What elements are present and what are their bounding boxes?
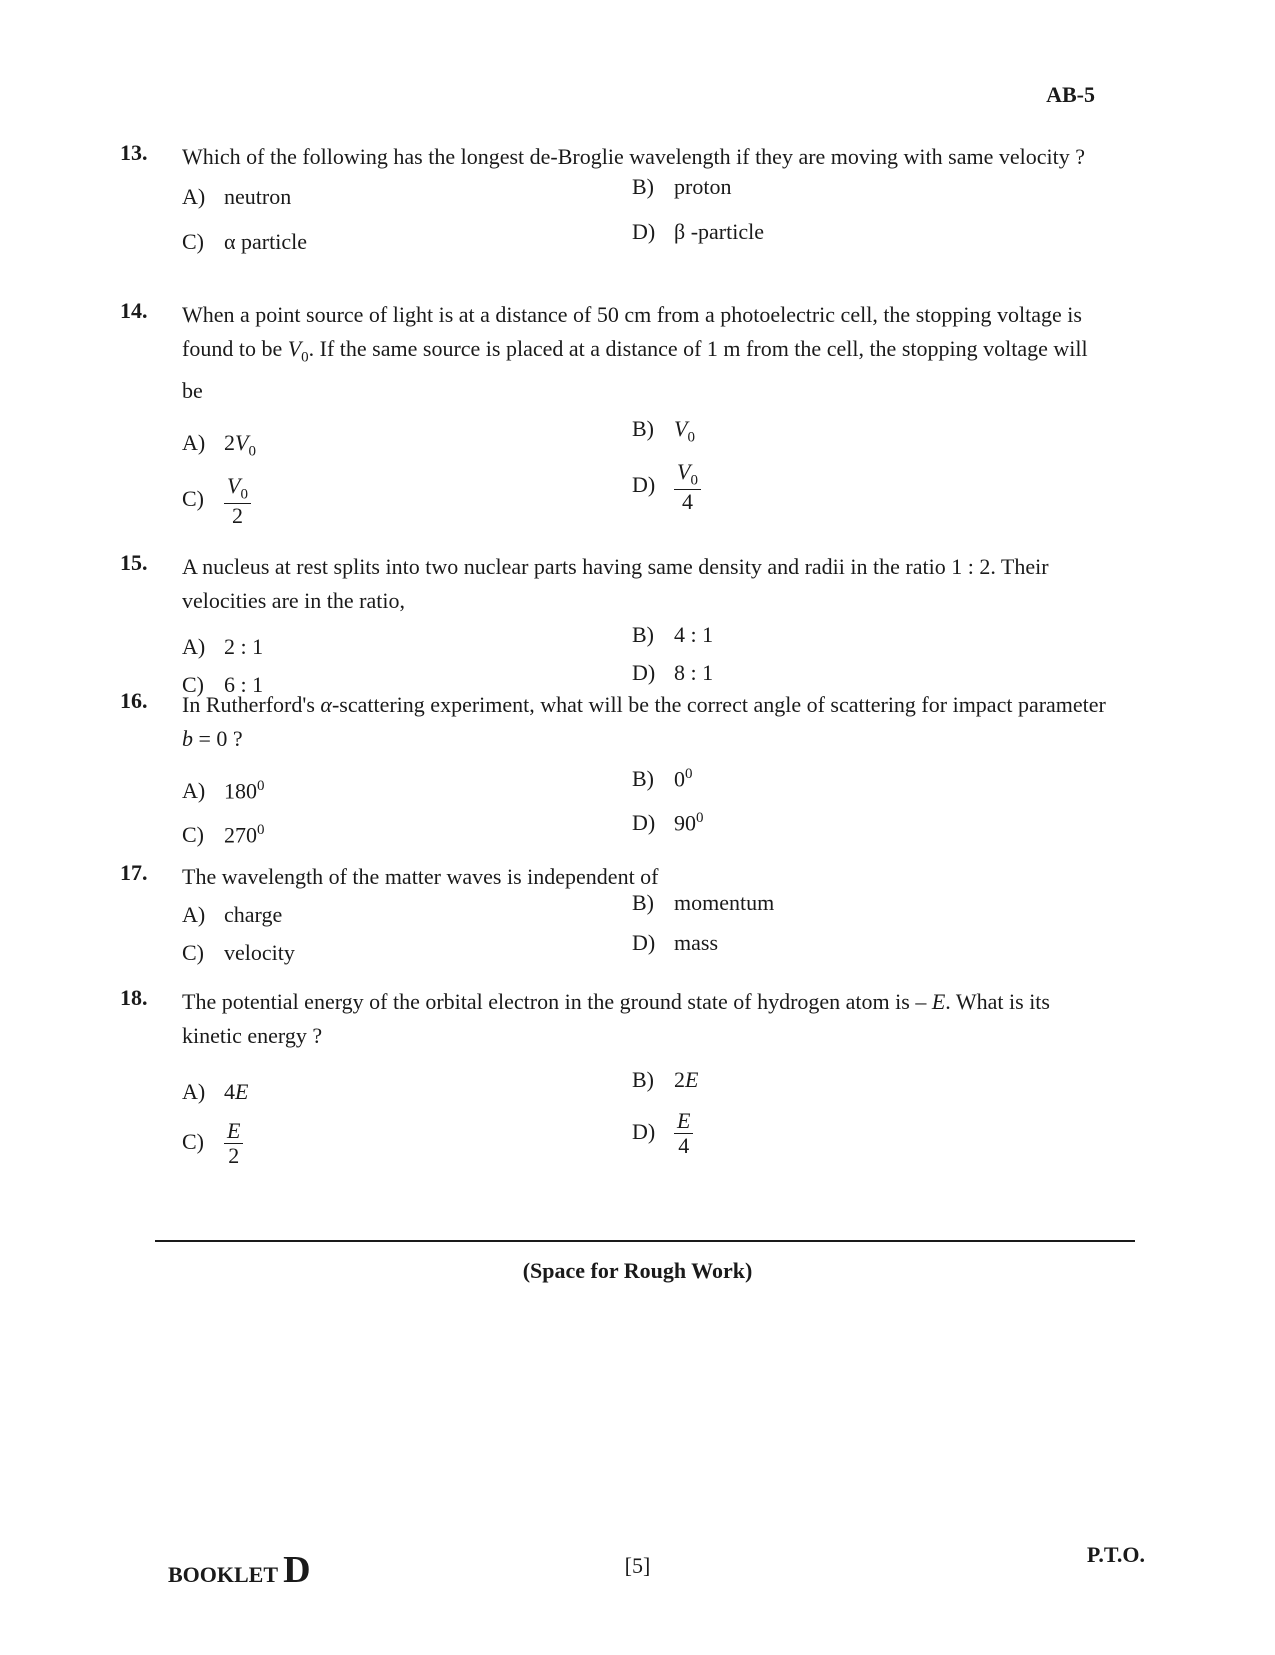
option-d: D) 8 : 1 — [632, 660, 714, 685]
fraction: $\frac{V_0}{2}$ — [224, 474, 251, 528]
options — [182, 408, 1110, 548]
option-d: D) $90^0$ — [632, 810, 704, 836]
option-b: B) 4 : 1 — [632, 622, 714, 647]
booklet-letter: D — [283, 1549, 311, 1591]
divider-line — [155, 1240, 1135, 1242]
rough-work-label: (Space for Rough Work) — [522, 1258, 753, 1283]
question-number: 18. — [120, 985, 148, 1010]
question-18 — [120, 985, 1110, 1183]
question-text: The potential energy of the orbital electron in the ground state of hydrogen atom is – E. What is its kinetic energy ? — [182, 989, 1050, 1048]
option-b: B) $0^0$ — [632, 766, 693, 792]
question-number: 15. — [120, 550, 148, 575]
question-16 — [120, 688, 1110, 866]
option-c: C) $\frac{E}{2}$ — [182, 1119, 243, 1168]
option-c: C) $\frac{V_0}{2}$ — [182, 474, 251, 528]
option-d: D) $\frac{V_0}{4}$ — [632, 460, 701, 514]
option-a: A) $2V_0$ — [182, 430, 256, 460]
option-d: D) β -particle — [632, 219, 764, 244]
option-c: C) velocity — [182, 940, 295, 965]
option-b: B) $V_0$ — [632, 416, 695, 446]
pto-label: P.T.O. — [1086, 1542, 1145, 1567]
question-text: When a point source of light is at a distance of 50 cm from a photoelectric cell, the stopping voltage is found to be $V_0$. If the same source is placed at a distance of 1 m from the cell, the stopping voltage will be — [182, 302, 1088, 404]
question-13 — [120, 140, 1110, 284]
option-c: C) α particle — [182, 229, 307, 254]
question-text: Which of the following has the longest de-Broglie wavelength if they are moving with same velocity ? — [182, 144, 1085, 169]
options — [182, 1053, 1110, 1183]
paper-code: AB-5 — [1046, 82, 1095, 107]
fraction: $\frac{E}{2}$ — [224, 1119, 243, 1168]
option-a: A) 4E — [182, 1079, 249, 1104]
question-number: 17. — [120, 860, 148, 885]
options — [182, 174, 1110, 284]
option-c: C) 6 : 1 — [182, 672, 264, 697]
question-number: 13. — [120, 140, 148, 165]
option-d: D) mass — [632, 930, 718, 955]
option-a: A) neutron — [182, 184, 292, 209]
option-b: B) 2E — [632, 1067, 699, 1092]
page-number: [5] — [624, 1553, 651, 1578]
options — [182, 756, 1110, 866]
question-number: 14. — [120, 298, 148, 323]
question-number: 16. — [120, 688, 148, 713]
option-a: A) $180^0$ — [182, 778, 265, 804]
option-b: B) proton — [632, 174, 732, 199]
question-text: The wavelength of the matter waves is independent of — [182, 864, 659, 889]
question-14 — [120, 298, 1110, 548]
option-b: B) momentum — [632, 890, 775, 915]
question-text: A nucleus at rest splits into two nuclear parts having same density and radii in the ratio 1 : 2. Their velocities are in the ratio, — [182, 554, 1049, 613]
option-d: D) $\frac{E}{4}$ — [632, 1109, 693, 1158]
option-c: C) $270^0$ — [182, 822, 265, 848]
booklet-label: BOOKLET D — [168, 1549, 311, 1591]
fraction: $\frac{E}{4}$ — [674, 1109, 693, 1158]
fraction: $\frac{V_0}{4}$ — [674, 460, 701, 514]
options — [182, 890, 1110, 984]
option-a: A) 2 : 1 — [182, 634, 264, 659]
question-17 — [120, 860, 1110, 984]
question-text: In Rutherford's α-scattering experiment, what will be the correct angle of scattering for impact parameter b = 0 ? — [182, 692, 1106, 751]
option-a: A) charge — [182, 902, 283, 927]
